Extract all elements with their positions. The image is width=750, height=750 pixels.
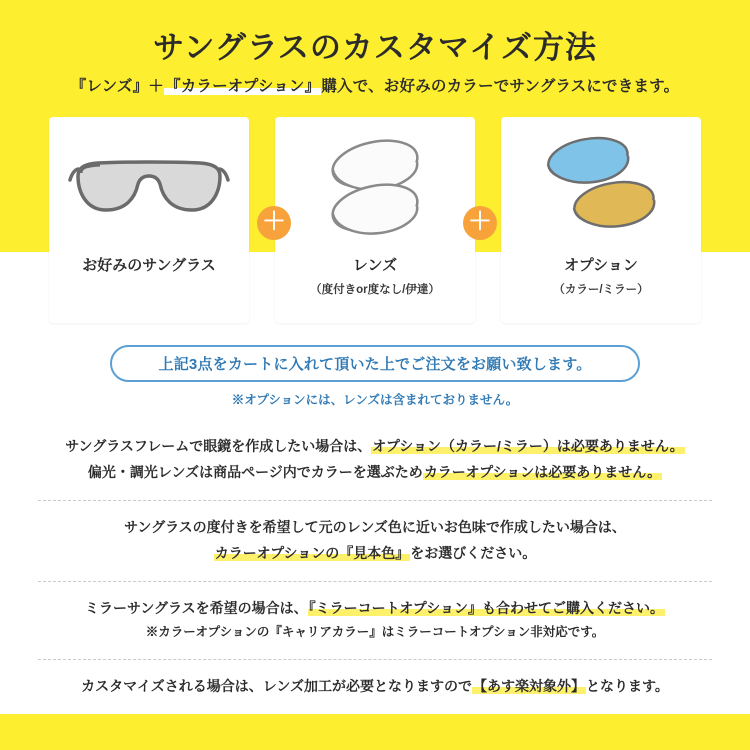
- note-text: サングラスの度付きを希望して元のレンズ色に近いお色味で作成したい場合は、: [124, 518, 626, 535]
- note-text: となります。: [585, 677, 669, 694]
- note-line: [38, 621, 712, 644]
- note-highlight: 『ミラーコートオプション』も合わせてご購入ください。: [308, 599, 664, 616]
- note-block: [38, 420, 712, 500]
- sunglasses-icon: [49, 117, 249, 257]
- page-title: サングラスのカスタマイズ方法: [153, 30, 597, 65]
- product-cards: [49, 117, 701, 323]
- note-line: [38, 515, 712, 541]
- card-label: レンズ: [352, 257, 398, 274]
- card-sublabel: （カラー/ミラー）: [553, 283, 649, 296]
- lens-pair-icon: [275, 117, 475, 257]
- note-block: [38, 581, 712, 659]
- subtitle-suffix: 購入で、お好みのカラーでサングラスにできます。: [321, 78, 680, 95]
- subtitle-prefix: 『レンズ』＋: [70, 78, 165, 95]
- note-text: ミラーサングラスを希望の場合は、: [85, 599, 308, 616]
- plus-icon-2: ＋: [463, 206, 497, 240]
- card-sublabel: （度付きor度なし/伊達）: [310, 283, 440, 296]
- card-option: [501, 117, 701, 323]
- note-text: ※カラーオプションの『キャリアカラー』はミラーコートオプション非対応です。: [145, 625, 605, 640]
- note-text: 偏光・調光レンズは商品ページ内でカラーを選ぶため: [87, 463, 423, 480]
- notes-section: [38, 420, 712, 713]
- page-subtitle: [0, 74, 750, 96]
- banner-note: ※オプションには、レンズは含まれておりません。: [231, 393, 519, 407]
- color-option-icon: [501, 117, 701, 257]
- note-line: [38, 434, 712, 460]
- card-lens: [275, 117, 475, 323]
- card-label: オプション: [564, 257, 638, 274]
- note-text: サングラスフレームで眼鏡を作成したい場合は、: [65, 438, 372, 454]
- note-block: [38, 659, 712, 714]
- note-text: をお選びください。: [410, 544, 537, 561]
- card-label: お好みのサングラス: [82, 257, 216, 274]
- order-instruction-banner: 上記3点をカートに入れて頂いた上でご注文をお願い致します。: [110, 345, 640, 382]
- bottom-yellow-band: [0, 714, 750, 750]
- note-line: [38, 596, 712, 622]
- note-highlight: オプション（カラー/ミラー）は必要ありません。: [372, 438, 684, 454]
- note-line: [38, 674, 712, 700]
- note-highlight: カラーオプションの『見本色』: [214, 544, 410, 561]
- card-sunglasses: [49, 117, 249, 323]
- plus-icon-1: ＋: [257, 206, 291, 240]
- note-text: カスタマイズされる場合は、レンズ加工が必要となりますので: [81, 677, 472, 694]
- note-highlight: 【あす楽対象外】: [472, 677, 585, 694]
- note-highlight: カラーオプションは必要ありません。: [423, 463, 662, 480]
- note-block: [38, 500, 712, 581]
- note-line: [38, 460, 712, 486]
- note-line: [38, 541, 712, 567]
- subtitle-highlight: 『カラーオプション』: [165, 78, 321, 95]
